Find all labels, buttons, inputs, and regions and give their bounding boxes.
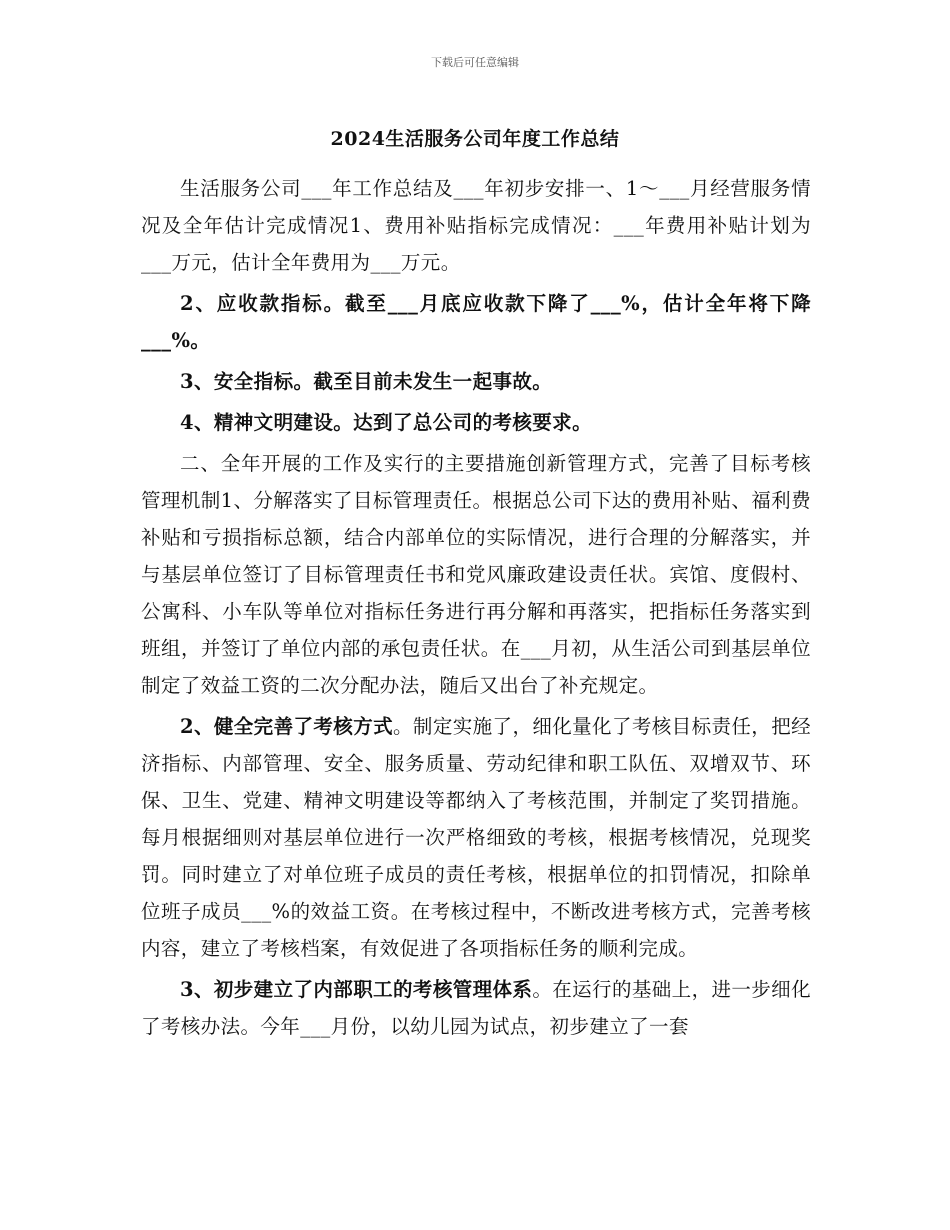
paragraph-intro xyxy=(141,170,811,281)
paragraph-staff-system xyxy=(141,971,811,1045)
paragraph-safety xyxy=(141,363,811,400)
document-body xyxy=(141,170,811,1049)
header-note: 下载后可任意编辑 xyxy=(431,56,519,69)
paragraph-lead: 3、初步建立了内部职工的考核管理体系 xyxy=(180,978,533,1001)
paragraph-civilization xyxy=(141,404,811,441)
paragraph-receivables xyxy=(141,285,811,359)
paragraph-text: 3、安全指标。截至目前未发生一起事故。 xyxy=(180,370,553,393)
paragraph-measures xyxy=(141,445,811,704)
paragraph-text: 4、精神文明建设。达到了总公司的考核要求。 xyxy=(180,411,592,434)
paragraph-text: 生活服务公司___年工作总结及___年初步安排一、1～___月经营服务情况及全年估计完成情况1、费用补贴指标完成情况：___年费用补贴计划为___万元，估计全年费用为___万元。 xyxy=(141,177,811,274)
paragraph-text: 。制定实施了，细化量化了考核目标责任，把经济指标、内部管理、安全、服务质量、劳动纪律和职工队伍、双增双节、环保、卫生、党建、精神文明建设等都纳入了考核范围，并制定了奖罚措施。每月根据细则对基层单位进行一次严格细致的考核，根据考核情况，兑现奖罚。同时建立了对单位班子成员的责任考核，根据单位的扣罚情况，扣除单位班子成员___%的效益工资。在考核过程中，不断改进考核方式，完善考核内容，建立了考核档案，有效促进了各项指标任务的顺利完成。 xyxy=(141,715,811,960)
paragraph-text: 2、应收款指标。截至___月底应收款下降了___%，估计全年将下降___%。 xyxy=(141,292,811,352)
paragraph-text: 。在运行的基础上，进一步细化了考核办法。今年___月份，以幼儿园为试点，初步建立了一套 xyxy=(141,978,811,1038)
paragraph-assessment xyxy=(141,708,811,967)
paragraph-text: 二、全年开展的工作及实行的主要措施创新管理方式，完善了目标考核管理机制1、分解落实了目标管理责任。根据总公司下达的费用补贴、福利费补贴和亏损指标总额，结合内部单位的实际情况，进行合理的分解落实，并与基层单位签订了目标管理责任书和党风廉政建设责任状。宾馆、度假村、公寓科、小车队等单位对指标任务进行再分解和再落实，把指标任务落实到班组，并签订了单位内部的承包责任状。在___月初，从生活公司到基层单位制定了效益工资的二次分配办法，随后又出台了补充规定。 xyxy=(141,452,811,697)
paragraph-lead: 2、健全完善了考核方式 xyxy=(180,715,394,738)
document-title: 2024生活服务公司年度工作总结 xyxy=(330,128,620,150)
